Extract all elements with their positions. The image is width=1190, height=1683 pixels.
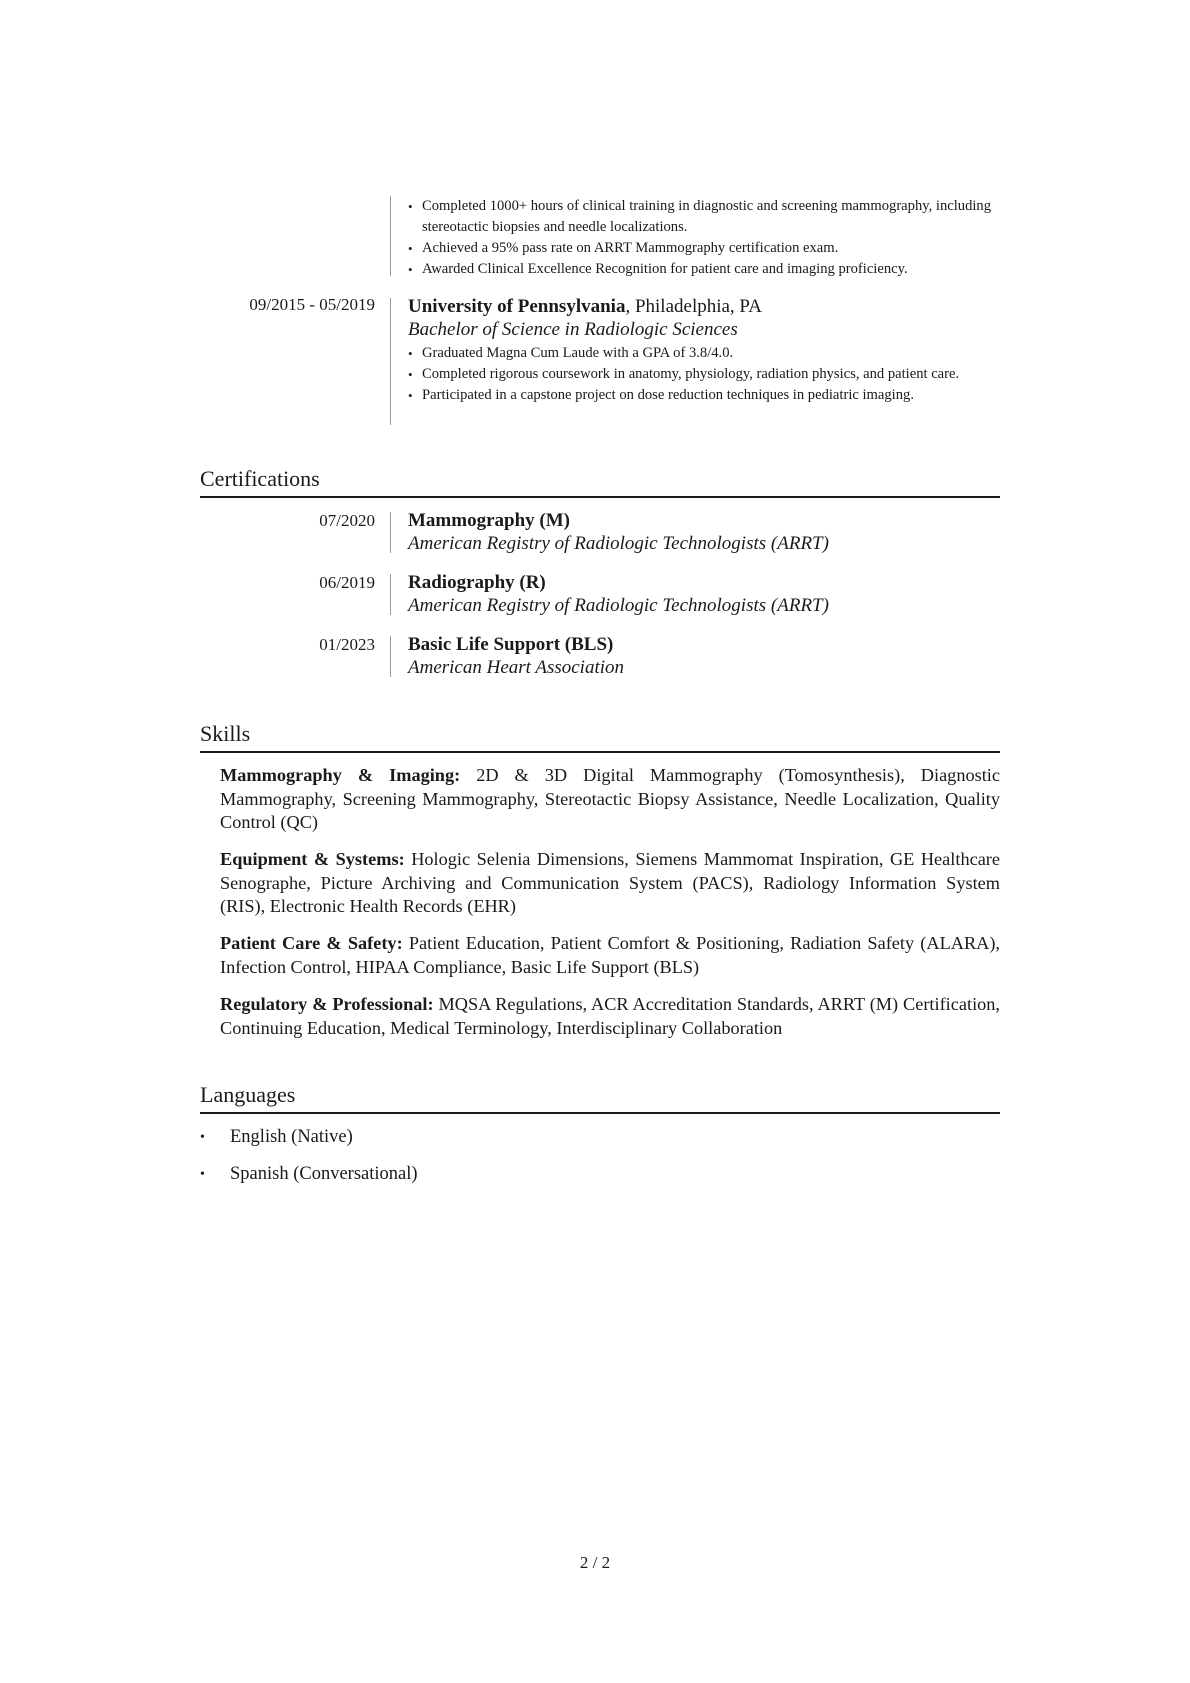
education-title [408,295,1000,318]
section-title-languages: Languages [200,1082,296,1107]
timeline-divider [390,574,391,615]
language-item: Spanish (Conversational) [230,1164,418,1184]
language-item: English (Native) [230,1127,353,1147]
timeline-divider [390,636,391,677]
bullet-icon: • [200,1167,205,1182]
list-item: • Awarded Clinical Excellence Recognition for patient care and imaging proficiency. [408,259,1000,280]
skill-group [220,848,1000,919]
skill-group [220,993,1000,1040]
certification-date: 06/2019 [319,573,375,592]
institution-name: University of Pennsylvania [408,296,626,317]
list-item: • Participated in a capstone project on dose reduction techniques in pediatric imaging. [408,385,1000,406]
certification-entry [200,633,1000,679]
list-item: • Achieved a 95% pass rate on ARRT Mammography certification exam. [408,238,1000,259]
skill-group-text: Patient Education, Patient Comfort & Positioning, Radiation Safety (ALARA), Infection Control, HIPAA Compliance, Basic Life Support (BLS) [220,933,1000,977]
certification-date: 07/2020 [319,511,375,530]
certification-entry [200,509,1000,555]
skill-group-label: Equipment & Systems: [220,849,405,869]
certification-name: Basic Life Support (BLS) [408,634,614,655]
certification-issuer: American Heart Association [408,657,625,678]
degree-name: Bachelor of Science in Radiologic Sciences [408,319,738,340]
list-item: • Graduated Magna Cum Laude with a GPA of 3.8/4.0. [408,343,1000,364]
certification-entry [200,571,1000,617]
timeline-divider [390,512,391,553]
certification-name: Mammography (M) [408,510,570,531]
skill-group-label: Regulatory & Professional: [220,994,434,1014]
list-item: • Completed rigorous coursework in anatomy, physiology, radiation physics, and patient care. [408,364,1000,385]
section-title-certifications: Certifications [200,466,320,491]
section-divider [200,496,1000,498]
certification-date: 01/2023 [319,635,375,654]
section-title-skills: Skills [200,721,251,746]
education-entry [200,295,1000,425]
skill-group [220,764,1000,835]
list-item: • Completed 1000+ hours of clinical training in diagnostic and screening mammography, including stereotactic biopsies and needle localizations. [408,196,1000,238]
skill-group-text: 2D & 3D Digital Mammography (Tomosynthesis), Diagnostic Mammography, Screening Mammography, Stereotactic Biopsy Assistance, Needle Localization, Quality Control (QC) [220,765,1000,832]
education-continued [200,196,1000,276]
institution-location: , Philadelphia, PA [625,296,762,317]
education-continued-bullets [408,196,1000,280]
timeline-divider [390,298,391,425]
skill-group-text: MQSA Regulations, ACR Accreditation Standards, ARRT (M) Certification, Continuing Education, Medical Terminology, Interdisciplinary Collaboration [220,994,1000,1038]
skill-group [220,932,1000,979]
education-date: 09/2015 - 05/2019 [249,295,375,314]
certification-name: Radiography (R) [408,572,546,593]
certification-issuer: American Registry of Radiologic Technologists (ARRT) [408,595,829,616]
section-divider [200,751,1000,753]
education-bullets [408,343,1000,406]
timeline-divider [390,196,391,276]
bullet-icon: • [200,1130,205,1145]
page-number: 2 / 2 [579,1553,611,1572]
skill-group-text: Hologic Selenia Dimensions, Siemens Mammomat Inspiration, GE Healthcare Senographe, Picture Archiving and Communication System (PACS), Radiology Information System (RIS), Electronic Health Records (EHR) [220,849,1001,916]
certification-issuer: American Registry of Radiologic Technologists (ARRT) [408,533,829,554]
section-divider [200,1112,1000,1114]
skill-group-label: Patient Care & Safety: [220,933,403,953]
skill-group-label: Mammography & Imaging: [220,765,461,785]
